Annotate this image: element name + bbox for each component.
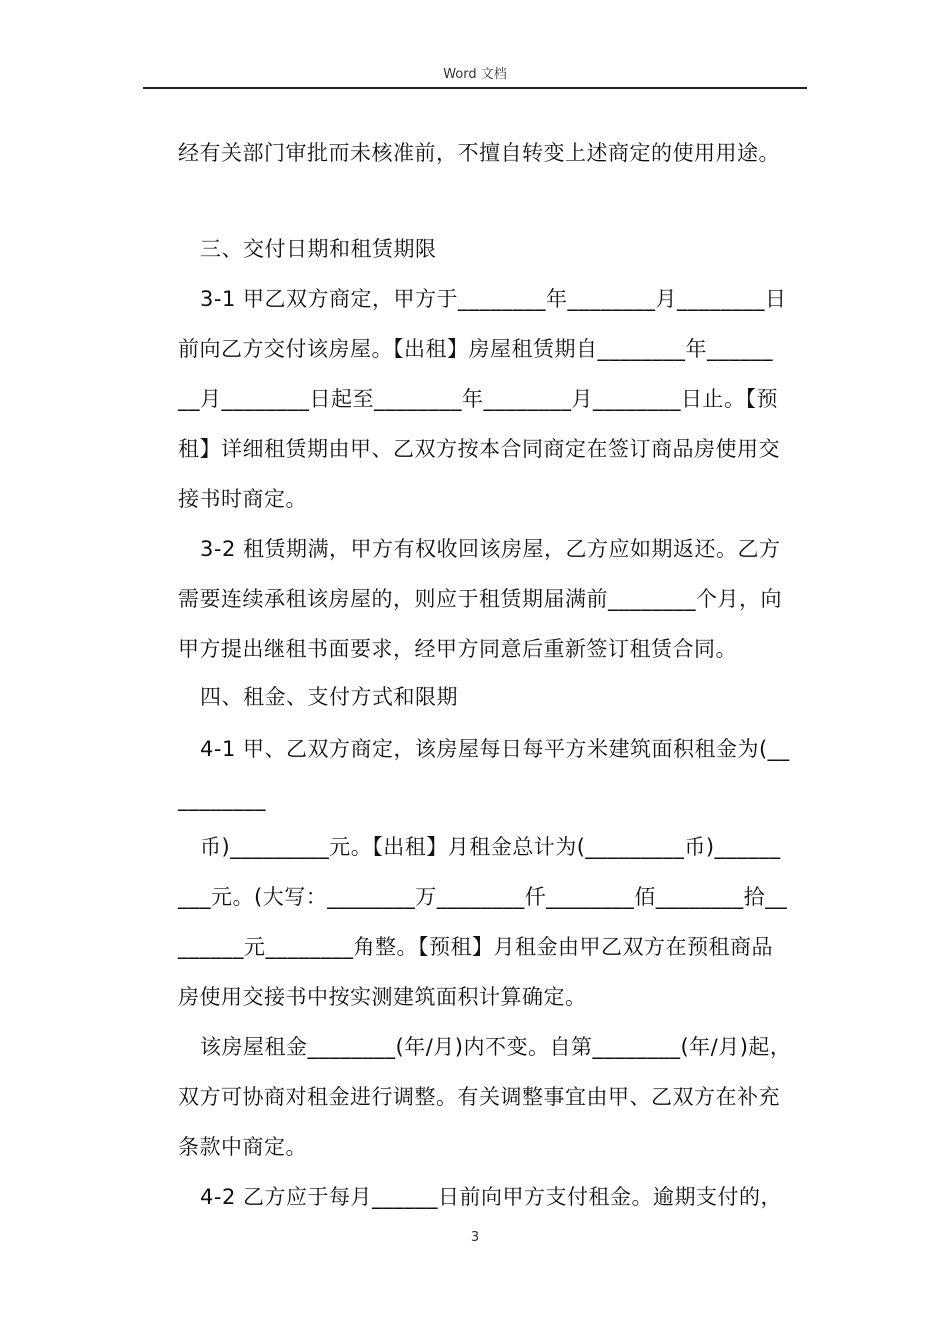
header-divider	[143, 87, 807, 89]
body-line: 3-1 甲乙双方商定，甲方于________年________月________日	[200, 287, 787, 311]
body-line: 该房屋租金________(年/月)内不变。自第________(年/月)起，	[200, 1035, 792, 1059]
body-line: ___元。(大写：________万________仟________佰________拾__	[178, 885, 788, 909]
body-line: 需要连续承租该房屋的，则应于租赁期届满前________个月，向	[178, 587, 782, 611]
body-line: 房使用交接书中按实测建筑面积计算确定。	[178, 985, 587, 1009]
body-line: 前向乙方交付该房屋。【出租】房屋租赁期自________年______	[178, 337, 773, 361]
body-line: 双方可协商对租金进行调整。有关调整事宜由甲、乙双方在补充	[178, 1085, 780, 1109]
body-line: 经有关部门审批而未核准前，不擅自转变上述商定的使用用途。	[178, 141, 780, 165]
section-heading: 四、租金、支付方式和限期	[200, 685, 458, 709]
body-line: ______元________角整。【预租】月租金由甲乙双方在预租商品	[178, 935, 773, 959]
body-line: 3-2 租赁期满，甲方有权收回该房屋，乙方应如期返还。乙方	[200, 537, 781, 561]
body-line: 接书时商定。	[178, 487, 307, 511]
body-line: 租】详细租赁期由甲、乙双方按本合同商定在签订商品房使用交	[178, 437, 780, 461]
body-line: 4-1 甲、乙双方商定，该房屋每日每平方米建筑面积租金为(__	[200, 737, 790, 761]
body-line: 甲方提出继租书面要求，经甲方同意后重新签订租赁合同。	[178, 637, 737, 661]
body-line: 条款中商定。	[178, 1135, 307, 1159]
page-header: Word 文档	[443, 67, 507, 82]
body-line: 币)_________元。【出租】月租金总计为(_________币)______	[200, 835, 781, 859]
body-line: 4-2 乙方应于每月______日前向甲方支付租金。逾期支付的，	[200, 1185, 782, 1209]
page-number: 3	[470, 1230, 480, 1245]
body-line: ________	[178, 787, 266, 811]
body-line: __月________日起至________年________月________日止。【预	[178, 387, 778, 411]
section-heading: 三、交付日期和租赁期限	[200, 237, 437, 261]
